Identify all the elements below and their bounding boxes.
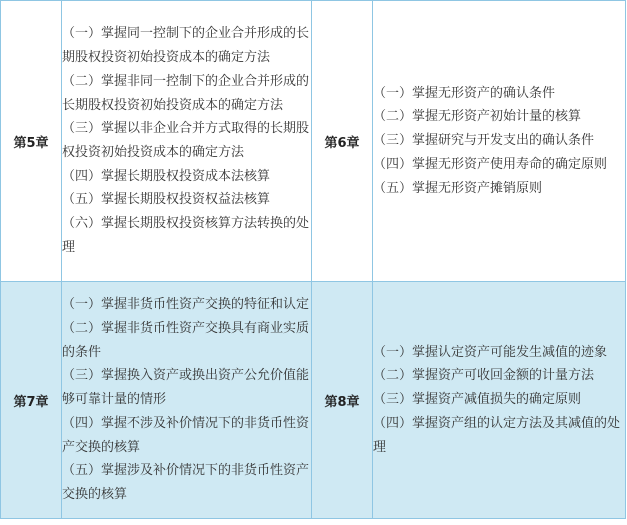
- list-item: （四）掌握不涉及补价情况下的非货币性资产交换的核算: [62, 415, 310, 455]
- chapter-label: 第8章: [312, 282, 373, 519]
- list-item: （一）掌握无形资产的确认条件: [373, 85, 556, 101]
- list-item: （三）掌握资产减值损失的确定原则: [373, 392, 582, 408]
- list-item: （一）掌握认定资产可能发生减值的迹象: [373, 344, 608, 360]
- chapter-content: [373, 1, 626, 282]
- list-item: （三）掌握研究与开发支出的确认条件: [373, 133, 595, 149]
- list-item: （二）掌握非货币性资产交换具有商业实质的条件: [62, 321, 310, 360]
- chapter-label: 第6章: [312, 1, 373, 282]
- list-item: （二）掌握非同一控制下的企业合并形成的长期股权投资初始投资成本的确定方法: [62, 73, 310, 113]
- list-item: （四）掌握无形资产使用寿命的确定原则: [373, 156, 608, 172]
- list-item: （二）掌握无形资产初始计量的核算: [373, 109, 582, 125]
- list-item: （四）掌握长期股权投资成本法核算: [62, 168, 271, 184]
- list-item: （六）掌握长期股权投资核算方法转换的处理: [62, 216, 310, 255]
- chapter-content: [373, 282, 626, 519]
- list-item: （一）掌握非货币性资产交换的特征和认定: [62, 297, 310, 313]
- chapter-content: [62, 282, 312, 519]
- list-item: （三）掌握以非企业合并方式取得的长期股权投资初始投资成本的确定方法: [62, 121, 310, 160]
- list-item: （五）掌握长期股权投资权益法核算: [62, 192, 271, 208]
- table-row: [1, 1, 626, 282]
- list-item: （四）掌握资产组的认定方法及其减值的处理: [373, 415, 621, 455]
- table-row: [1, 282, 626, 519]
- list-item: （五）掌握无形资产摊销原则: [373, 180, 543, 196]
- chapter-label: 第7章: [1, 282, 62, 519]
- list-item: （二）掌握资产可收回金额的计量方法: [373, 368, 595, 384]
- list-item: （三）掌握换入资产或换出资产公允价值能够可靠计量的情形: [62, 368, 310, 408]
- chapter-content: [62, 1, 312, 282]
- list-item: （一）掌握同一控制下的企业合并形成的长期股权投资初始投资成本的确定方法: [62, 26, 310, 66]
- chapter-label: 第5章: [1, 1, 62, 282]
- list-item: （五）掌握涉及补价情况下的非货币性资产交换的核算: [62, 463, 310, 502]
